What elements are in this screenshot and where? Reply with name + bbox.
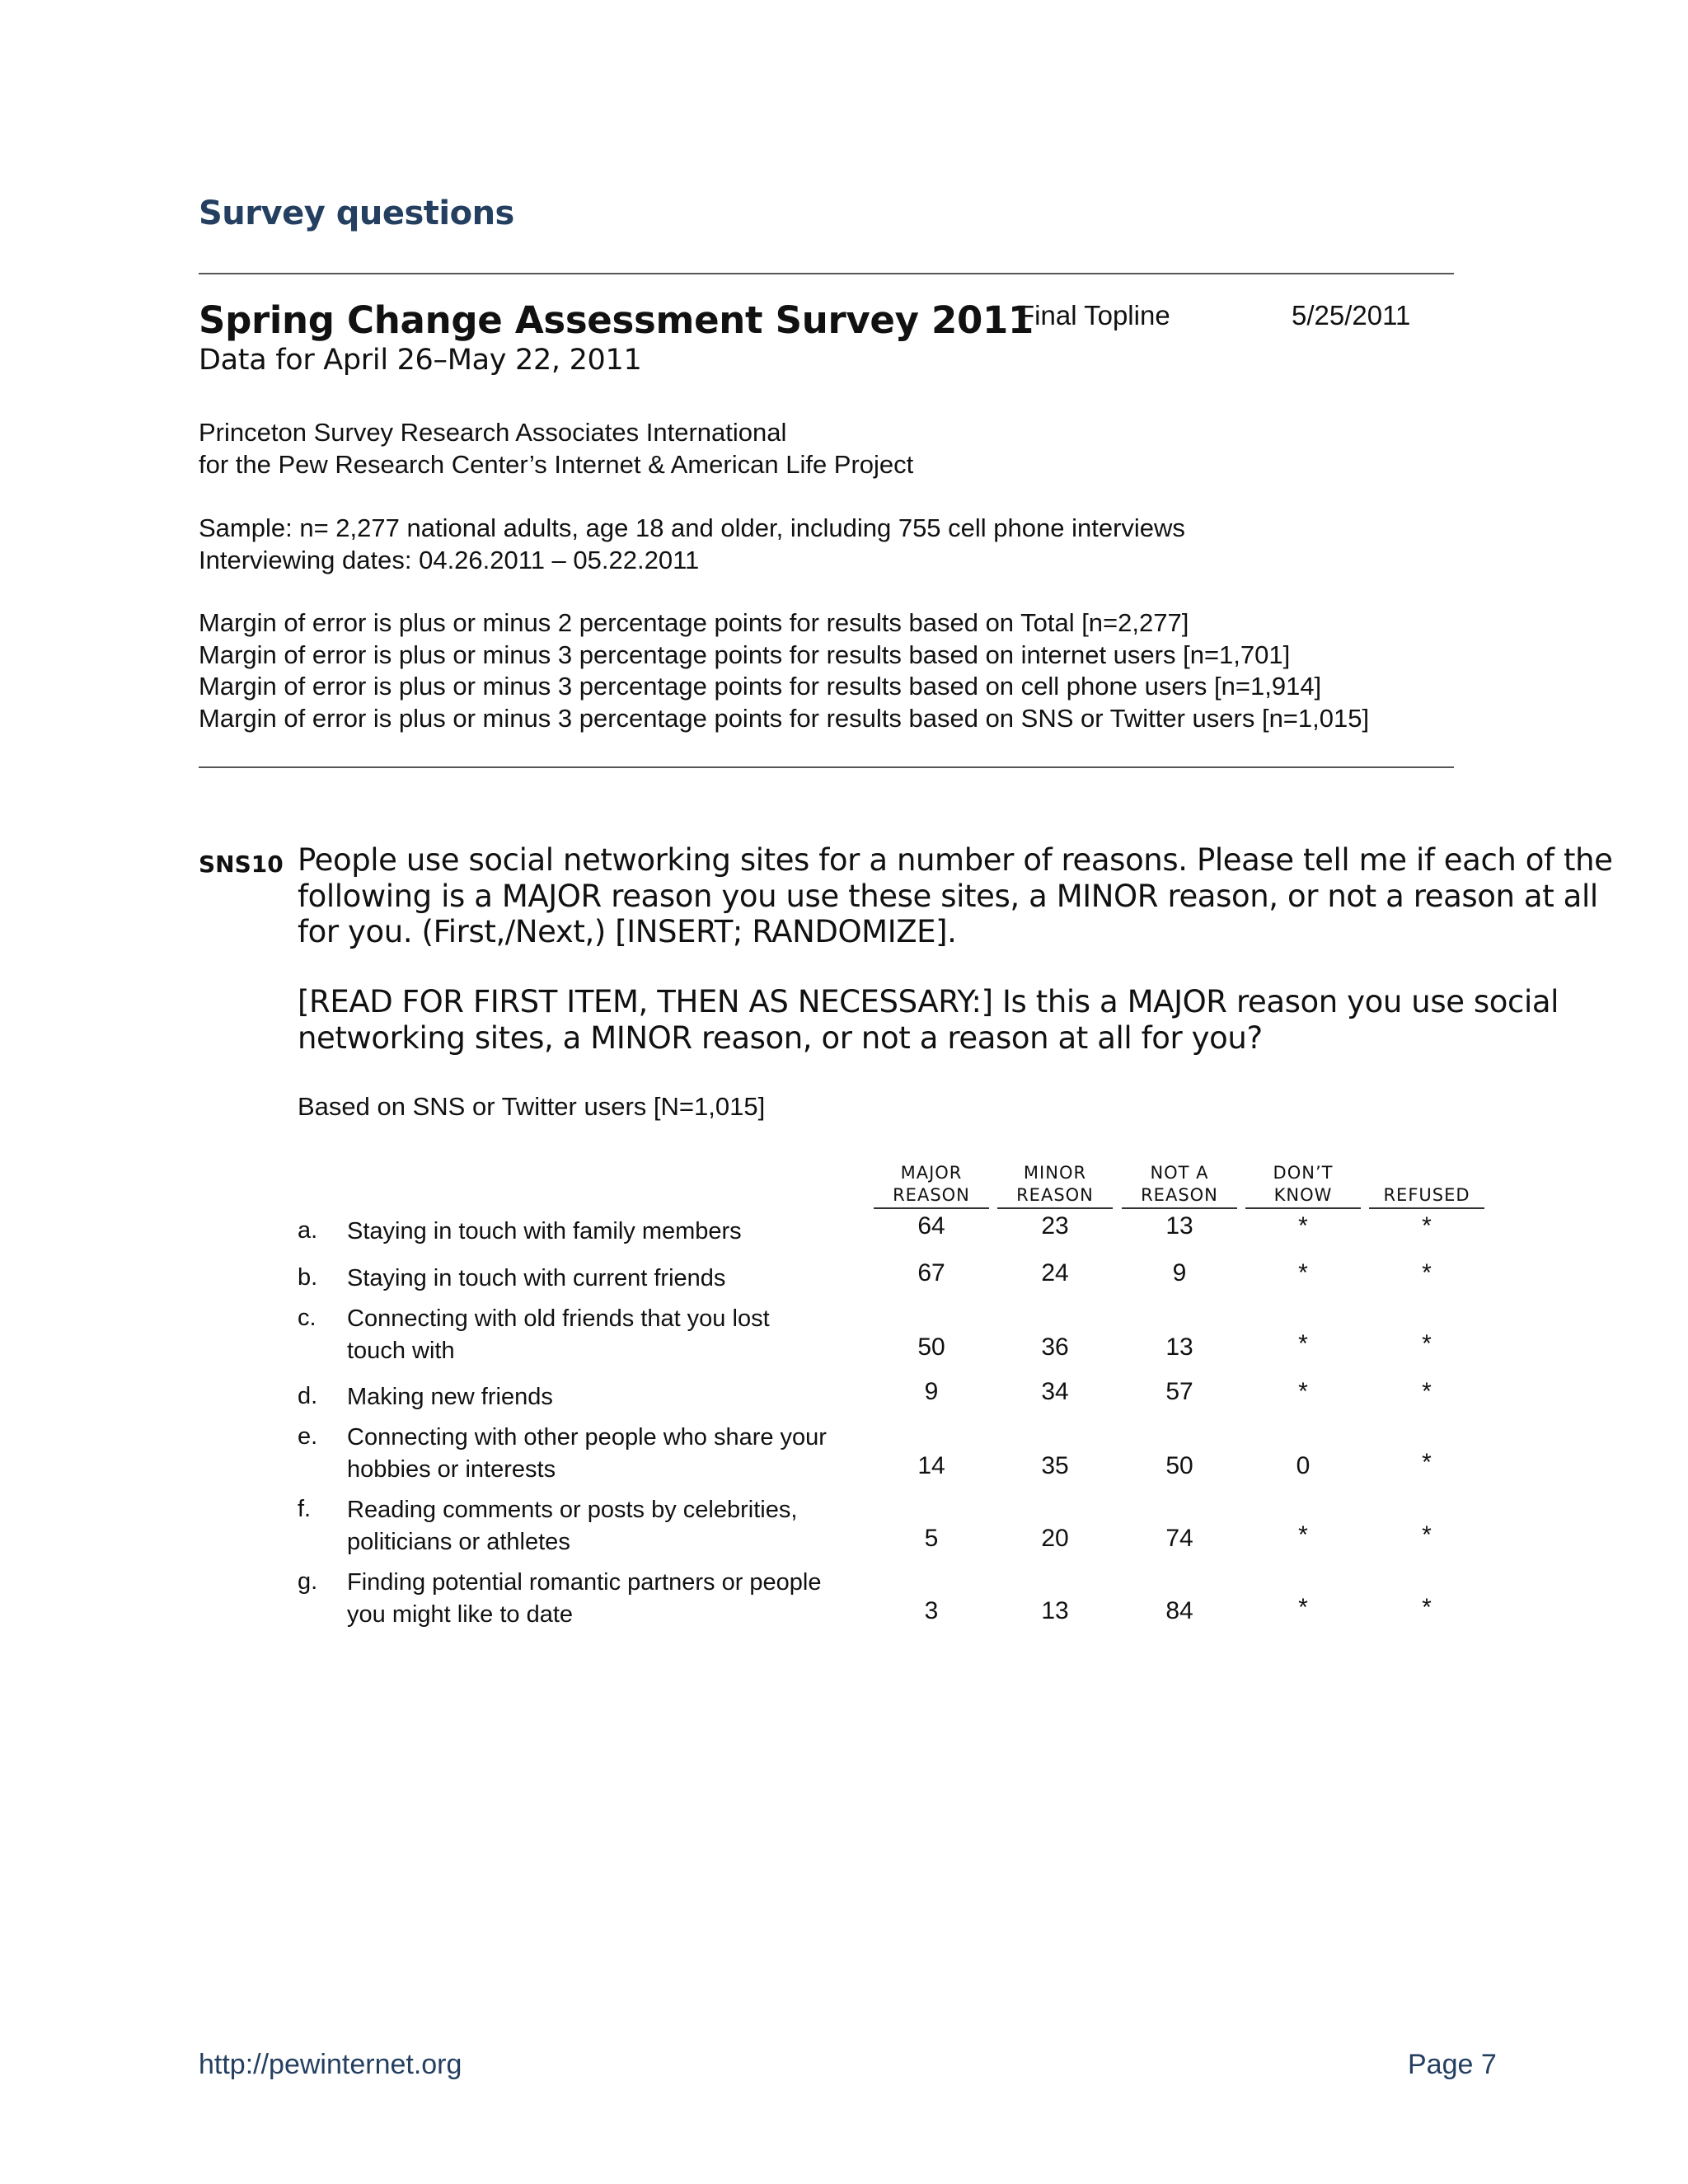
cell-major: 3 bbox=[924, 1597, 939, 1624]
column-underline bbox=[997, 1207, 1113, 1209]
cell-not-a-reason: 57 bbox=[1165, 1378, 1193, 1405]
question-instruction bbox=[298, 984, 1559, 1056]
cell-dont-know: * bbox=[1298, 1212, 1308, 1240]
row-label: Finding potential romantic partners or people bbox=[347, 1569, 822, 1596]
cell-dont-know: * bbox=[1298, 1521, 1308, 1549]
page-number: Page 7 bbox=[1408, 2049, 1497, 2080]
section-title: Survey questions bbox=[199, 194, 514, 232]
row-label: Connecting with old friends that you lost bbox=[347, 1305, 770, 1332]
cell-refused: * bbox=[1422, 1594, 1432, 1621]
column-header bbox=[1369, 1162, 1484, 1207]
cell-minor: 34 bbox=[1041, 1378, 1069, 1405]
row-label: Making new friends bbox=[347, 1384, 553, 1410]
row-label-continued: politicians or athletes bbox=[347, 1529, 570, 1555]
cell-not-a-reason: 74 bbox=[1165, 1525, 1193, 1552]
margin-line: Margin of error is plus or minus 2 percentage points for results based on Total [n=2,277] bbox=[199, 608, 1189, 637]
cell-major: 50 bbox=[917, 1333, 945, 1361]
row-letter: c. bbox=[298, 1305, 316, 1331]
column-header bbox=[1245, 1162, 1361, 1207]
sample-line: Sample: n= 2,277 national adults, age 18 and older, including 755 cell phone interviews bbox=[199, 513, 1185, 542]
divider bbox=[199, 273, 1454, 274]
column-underline bbox=[874, 1207, 989, 1209]
column-header bbox=[997, 1162, 1113, 1207]
question-line: People use social networking sites for a number of reasons. Please tell me if each of the bbox=[298, 842, 1613, 878]
question-base: Based on SNS or Twitter users [N=1,015] bbox=[298, 1092, 766, 1121]
cell-not-a-reason: 9 bbox=[1172, 1259, 1187, 1286]
cell-refused: * bbox=[1422, 1449, 1432, 1476]
instruction-line: [READ FOR FIRST ITEM, THEN AS NECESSARY:] Is this a MAJOR reason you use social bbox=[298, 984, 1559, 1019]
cell-major: 14 bbox=[917, 1452, 945, 1479]
cell-refused: * bbox=[1422, 1521, 1432, 1549]
cell-minor: 13 bbox=[1041, 1597, 1069, 1624]
cell-major: 9 bbox=[924, 1378, 939, 1405]
instruction-line: networking sites, a MINOR reason, or not a reason at all for you? bbox=[298, 1019, 1263, 1056]
column-header bbox=[1122, 1162, 1237, 1207]
survey-subtitle: Data for April 26–May 22, 2011 bbox=[199, 344, 642, 377]
column-header-line1: MINOR bbox=[1023, 1163, 1087, 1183]
margin-line: Margin of error is plus or minus 3 percentage points for results based on SNS or Twitter users [n=1,015] bbox=[199, 703, 1370, 733]
column-header-line1 bbox=[1369, 1162, 1484, 1184]
column-header bbox=[874, 1162, 989, 1207]
sample-info bbox=[199, 513, 1185, 576]
row-letter: d. bbox=[298, 1383, 318, 1409]
org-line: Princeton Survey Research Associates International bbox=[199, 418, 787, 447]
sample-line: Interviewing dates: 04.26.2011 – 05.22.2011 bbox=[199, 545, 700, 574]
question-line: following is a MAJOR reason you use these sites, a MINOR reason, or not a reason at all bbox=[298, 878, 1598, 914]
column-header-line1: DON’T bbox=[1273, 1163, 1334, 1183]
survey-date: 5/25/2011 bbox=[1292, 300, 1411, 330]
cell-not-a-reason: 84 bbox=[1165, 1597, 1193, 1624]
cell-dont-know: * bbox=[1298, 1378, 1308, 1405]
column-underline bbox=[1369, 1207, 1484, 1209]
margin-line: Margin of error is plus or minus 3 percentage points for results based on internet users [n=1,701] bbox=[199, 640, 1291, 669]
cell-not-a-reason: 13 bbox=[1165, 1212, 1193, 1240]
cell-minor: 20 bbox=[1041, 1525, 1069, 1552]
org-line: for the Pew Research Center’s Internet & American Life Project bbox=[199, 449, 914, 479]
cell-refused: * bbox=[1422, 1212, 1432, 1240]
row-label: Connecting with other people who share your bbox=[347, 1424, 827, 1451]
row-label: Reading comments or posts by celebrities, bbox=[347, 1497, 798, 1523]
cell-major: 67 bbox=[917, 1259, 945, 1286]
row-letter: f. bbox=[298, 1496, 312, 1522]
question-id: SNS10 bbox=[199, 851, 284, 878]
row-letter: a. bbox=[298, 1217, 318, 1244]
margin-of-error bbox=[199, 607, 1369, 734]
cell-dont-know: * bbox=[1298, 1259, 1308, 1286]
column-header-line2: REASON bbox=[1016, 1185, 1094, 1205]
cell-refused: * bbox=[1422, 1378, 1432, 1405]
topline-label: Final Topline bbox=[1018, 300, 1170, 330]
cell-major: 5 bbox=[924, 1525, 939, 1552]
row-label: Staying in touch with family members bbox=[347, 1218, 742, 1244]
column-header-line2: REASON bbox=[1141, 1185, 1218, 1205]
row-label-continued: hobbies or interests bbox=[347, 1456, 556, 1483]
divider bbox=[199, 766, 1454, 768]
cell-dont-know: * bbox=[1298, 1330, 1308, 1357]
column-header-line2: KNOW bbox=[1273, 1185, 1333, 1205]
survey-title: Spring Change Assessment Survey 2011 bbox=[199, 298, 1034, 342]
row-letter: e. bbox=[298, 1423, 318, 1450]
column-header-line2: REFUSED bbox=[1383, 1185, 1470, 1205]
cell-refused: * bbox=[1422, 1330, 1432, 1357]
column-header-line2: REASON bbox=[893, 1185, 970, 1205]
margin-line: Margin of error is plus or minus 3 percentage points for results based on cell phone users [n=1,914] bbox=[199, 672, 1322, 701]
organization-info bbox=[199, 417, 913, 480]
row-label: Staying in touch with current friends bbox=[347, 1265, 726, 1291]
row-label-continued: touch with bbox=[347, 1338, 455, 1364]
cell-minor: 23 bbox=[1041, 1212, 1069, 1240]
cell-dont-know: * bbox=[1298, 1594, 1308, 1621]
column-header-line1: MAJOR bbox=[900, 1163, 963, 1183]
cell-refused: * bbox=[1422, 1259, 1432, 1286]
cell-minor: 24 bbox=[1041, 1259, 1069, 1286]
column-header-line1: NOT A bbox=[1150, 1163, 1209, 1183]
cell-major: 64 bbox=[917, 1212, 945, 1240]
footer-link[interactable]: http://pewinternet.org bbox=[199, 2049, 462, 2080]
column-underline bbox=[1122, 1207, 1237, 1209]
row-letter: g. bbox=[298, 1568, 318, 1595]
row-label-continued: you might like to date bbox=[347, 1601, 574, 1628]
cell-not-a-reason: 50 bbox=[1165, 1452, 1193, 1479]
cell-not-a-reason: 13 bbox=[1165, 1333, 1193, 1361]
column-underline bbox=[1245, 1207, 1361, 1209]
cell-minor: 35 bbox=[1041, 1452, 1069, 1479]
question-line: for you. (First,/Next,) [INSERT; RANDOMIZE]. bbox=[298, 914, 957, 949]
cell-dont-know: 0 bbox=[1296, 1452, 1311, 1479]
row-letter: b. bbox=[298, 1264, 318, 1291]
question-text bbox=[298, 842, 1613, 950]
cell-minor: 36 bbox=[1041, 1333, 1069, 1361]
